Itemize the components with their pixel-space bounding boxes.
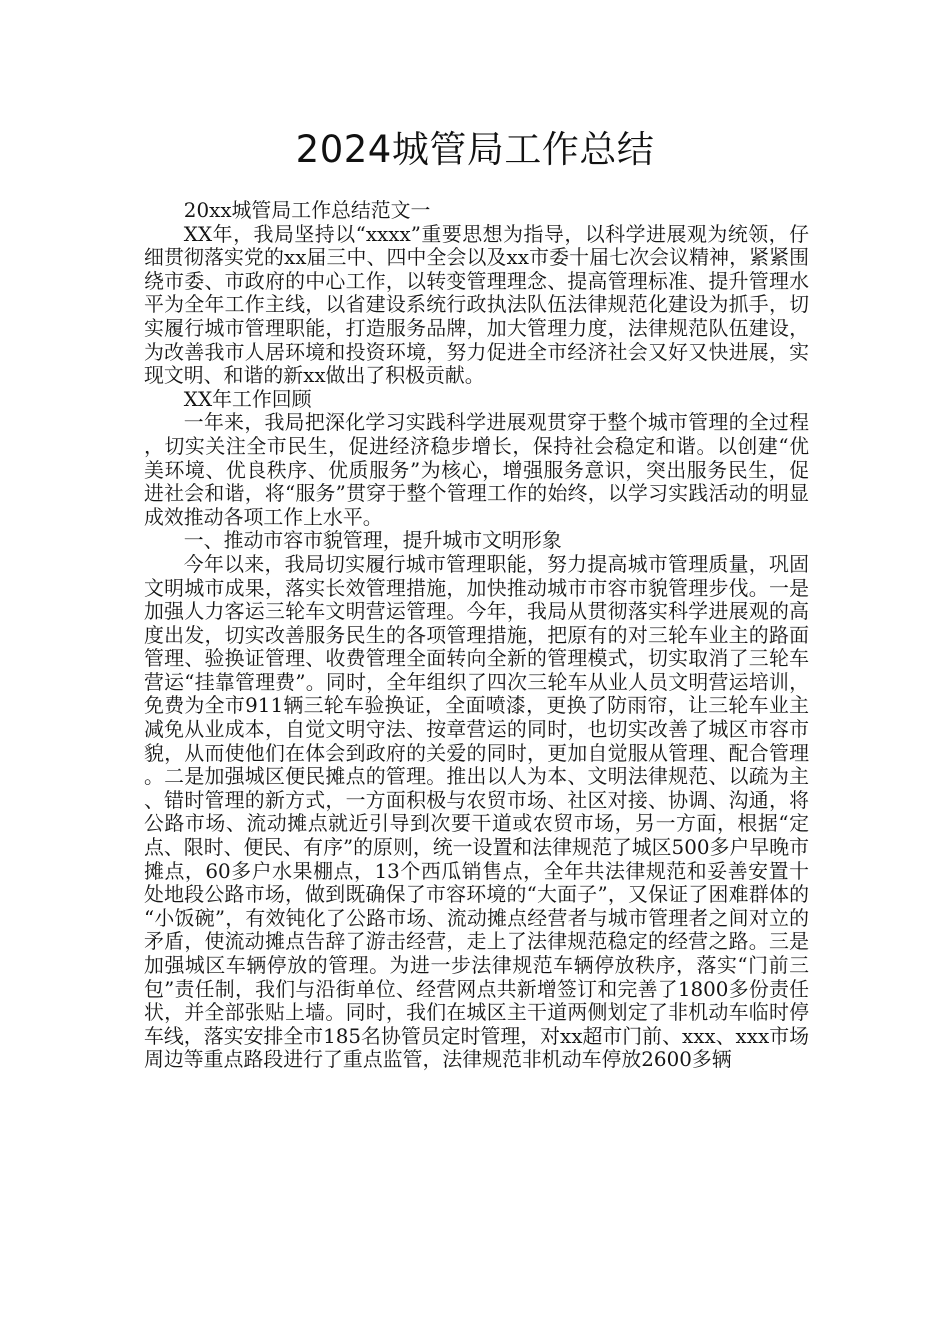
paragraph-section-one-body: 今年以来，我局切实履行城市管理职能，努力提高城市管理质量，巩固文明城市成果，落实长效管理措施，加快推动城市市容市貌管理步伐。一是加强人力客运三轮车文明营运管理。今年，我局从贯彻落实科学进展观的高度出发，切实改善服务民生的各项管理措施，把原有的对三轮车业主的路面管理、验换证管理、收费管理全面转向全新的管理模式，切实取消了三轮车营运“挂靠管理费”。同时，全年组织了四次三轮车从业人员文明营运培训，免费为全市911辆三轮车验换证，全面喷漆，更换了防雨帘，让三轮车业主减免从业成本，自觉文明守法、按章营运的同时，也切实改善了城区市容市貌，从而使他们在体会到政府的关爱的同时，更加自觉服从管理、配合管理。二是加强城区便民摊点的管理。推出以人为本、文明法律规范、以疏为主、错时管理的新方式，一方面积极与农贸市场、社区对接、协调、沟通，将公路市场、流动摊点就近引导到次要干道或农贸市场，另一方面，根据“定点、限时、便民、有序”的原则，统一设置和法律规范了城区500多户早晚市摊点，60多户水果棚点，13个西瓜销售点，全年共法律规范和妥善安置十处地段公路市场，做到既确保了市容环境的“大面子”，又保证了困难群体的“小饭碗”，有效钝化了公路市场、流动摊点经营者与城市管理者之间对立的矛盾，使流动摊点告辞了游击经营，走上了法律规范稳定的经营之路。三是加强城区车辆停放的管理。为进一步法律规范车辆停放秩序，落实“门前三包”责任制，我们与沿街单位、经营网点共新增签订和完善了1800多份责任状，并全部张贴上墙。同时，我们在城区主干道两侧划定了非机动车临时停车线，落实安排全市185名协管员定时管理，对xx超市门前、xxx、xxx市场周边等重点路段进行了重点监管，法律规范非机动车停放2600多辆 xyxy=(144,552,809,1072)
paragraph-section-one-heading: 一、推动市容市貌管理，提升城市文明形象 xyxy=(183,529,562,553)
paragraph-review-summary: 一年来，我局把深化学习实践科学进展观贯穿于整个城市管理的全过程，切实关注全市民生，促进经济稳步增长，保持社会稳定和谐。以创建“优美环境、优良秩序、优质服务”为核心，增强服务意识，突出服务民生，促进社会和谐，将“服务”贯穿于整个管理工作的始终，以学习实践活动的明显成效推动各项工作上水平。 xyxy=(144,411,809,529)
paragraph-intro: XX年，我局坚持以“xxxx”重要思想为指导，以科学进展观为统领，仔细贯彻落实党的xx届三中、四中全会以及xx市委十届七次会议精神，紧紧围绕市委、市政府的中心工作，以转变管理理念、提高管理标准、提升管理水平为全年工作主线，以省建设系统行政执法队伍法律规范化建设为抓手，切实履行城市管理职能，打造服务品牌，加大管理力度，法律规范队伍建设，为改善我市人居环境和投资环境，努力促进全市经济社会又好又快进展，实现文明、和谐的新xx做出了积极贡献。 xyxy=(144,222,809,388)
document-title: 2024城管局工作总结 xyxy=(295,128,655,171)
paragraph-review-heading: XX年工作回顾 xyxy=(183,387,312,411)
document-body xyxy=(144,199,809,1072)
paragraph-sample-title: 20xx城管局工作总结范文一 xyxy=(183,199,431,222)
